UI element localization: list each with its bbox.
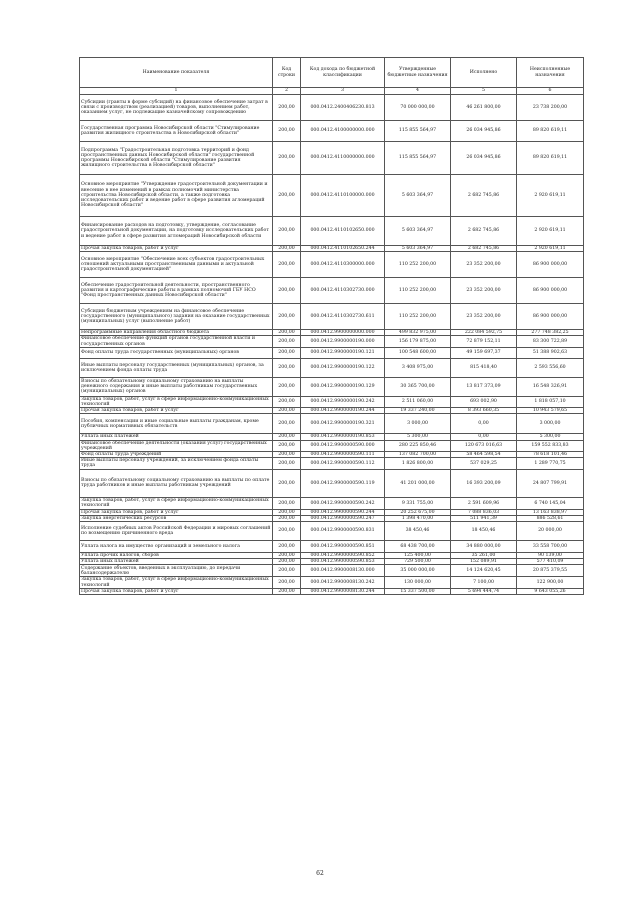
row-unexecuted: 277 748 382,25	[517, 330, 584, 336]
row-approved: 19 337 240,00	[385, 408, 451, 414]
row-executed: 120 673 016,63	[451, 440, 517, 451]
table-row	[80, 278, 584, 304]
row-income-code: 000.0412.9900000590.852	[301, 553, 385, 559]
row-executed: 8 393 660,35	[451, 408, 517, 414]
row-income-code: 000.0412.9900000590.247	[301, 515, 385, 521]
row-income-code: 000.0412.9900000190.853	[301, 434, 385, 440]
row-indicator-name: Фонд оплаты труда государственных (муниципальных) органов	[80, 347, 273, 358]
row-approved: 115 855 564,97	[385, 121, 451, 142]
row-income-code: 000.0412.9900000000.000	[301, 330, 385, 336]
column-number: 6	[517, 88, 584, 95]
row-unexecuted: 2 920 619,11	[517, 217, 584, 246]
row-indicator-name: Уплата иных платежей	[80, 434, 273, 440]
row-income-code: 000.0412.9900000590.111	[301, 452, 385, 458]
row-line-code: 200,00	[273, 414, 301, 434]
row-indicator-name: Государственная программа Новосибирской области "Стимулирование развития жилищного строительства в Новосибирской области"	[80, 121, 273, 142]
row-indicator-name: Прочая закупка товаров, работ и услуг	[80, 246, 273, 252]
row-approved: 5 603 364,97	[385, 175, 451, 217]
row-indicator-name: Пособия, компенсации и иные социальные выплаты гражданам, кроме публичных нормативных обязательств	[80, 414, 273, 434]
row-executed: 152 089,91	[451, 559, 517, 565]
row-approved: 130 000,00	[385, 577, 451, 588]
row-unexecuted: 86 900 000,00	[517, 304, 584, 330]
row-indicator-name: Прочая закупка товаров, работ и услуг	[80, 408, 273, 414]
row-executed: 815 418,40	[451, 358, 517, 377]
row-indicator-name: Закупка энергетических ресурсов	[80, 515, 273, 521]
row-approved: 41 201 000,00	[385, 469, 451, 497]
row-approved: 3 000,00	[385, 414, 451, 434]
row-line-code: 200,00	[273, 565, 301, 577]
row-line-code: 200,00	[273, 458, 301, 469]
row-income-code: 000.0412.9900008130.244	[301, 588, 385, 594]
row-executed: 18 450,46	[451, 522, 517, 541]
table-row	[80, 95, 584, 121]
row-executed: 2 682 745,86	[451, 246, 517, 252]
row-line-code: 200,00	[273, 588, 301, 594]
row-unexecuted: 13 163 838,97	[517, 509, 584, 515]
row-income-code: 000.0412.9900000590.851	[301, 541, 385, 553]
row-income-code: 000.0412.4110302730.000	[301, 278, 385, 304]
row-income-code: 000.0412.4110300000.000	[301, 252, 385, 278]
row-line-code: 200,00	[273, 440, 301, 451]
row-line-code: 200,00	[273, 252, 301, 278]
row-unexecuted: 20 875 379,55	[517, 565, 584, 577]
row-income-code: 000.0412.9900000590.119	[301, 469, 385, 497]
row-income-code: 000.0412.4110100000.000	[301, 175, 385, 217]
table-row	[80, 577, 584, 588]
row-approved: 110 252 200,00	[385, 304, 451, 330]
row-indicator-name: Закупка товаров, работ, услуг в сфере информационно-коммуникационных технологий	[80, 396, 273, 407]
row-line-code: 200,00	[273, 396, 301, 407]
row-approved: 280 225 850,46	[385, 440, 451, 451]
row-income-code: 000.0412.9900000590.244	[301, 509, 385, 515]
row-line-code: 200,00	[273, 469, 301, 497]
table-row	[80, 377, 584, 396]
row-indicator-name: Фонд оплаты труда учреждений	[80, 452, 273, 458]
row-income-code: 000.0412.9900000590.242	[301, 497, 385, 509]
table-row	[80, 252, 584, 278]
row-income-code: 000.0412.4110102650.244	[301, 246, 385, 252]
row-approved: 156 179 875,00	[385, 336, 451, 347]
row-approved: 125 400,00	[385, 553, 451, 559]
row-approved: 5 300,00	[385, 434, 451, 440]
row-indicator-name: Непрограммные направления областного бюджета	[80, 330, 273, 336]
row-line-code: 200,00	[273, 559, 301, 565]
row-unexecuted: 86 900 000,00	[517, 252, 584, 278]
row-line-code: 200,00	[273, 497, 301, 509]
table-row	[80, 175, 584, 217]
header-approved: Утвержденные бюджетные назначения	[385, 58, 451, 88]
row-indicator-name: Финансовое обеспечение деятельности (оказания услуг) государственных учреждений	[80, 440, 273, 451]
row-unexecuted: 9 643 055,26	[517, 588, 584, 594]
row-approved: 1 826 800,00	[385, 458, 451, 469]
row-income-code: 000.0412.9900008130.000	[301, 565, 385, 577]
row-approved: 3 408 975,00	[385, 358, 451, 377]
row-unexecuted: 24 807 799,91	[517, 469, 584, 497]
row-indicator-name: Основное мероприятие "Утверждение градостроительной документации и внесение в нее изменений в рамках полномочий министерства строительства Новосибирской области, а также подготовка исследовательских работ и ведение работ в сфере развития агломераций Новосибирской области"	[80, 175, 273, 217]
row-line-code: 200,00	[273, 577, 301, 588]
header-indicator-name: Наименование показателя	[80, 58, 273, 88]
row-line-code: 200,00	[273, 377, 301, 396]
row-indicator-name: Уплата прочих налогов, сборов	[80, 553, 273, 559]
row-executed: 14 124 620,45	[451, 565, 517, 577]
row-income-code: 000.0412.9900000190.129	[301, 377, 385, 396]
row-unexecuted: 2 920 619,11	[517, 175, 584, 217]
row-line-code: 200,00	[273, 452, 301, 458]
row-indicator-name: Уплата иных платежей	[80, 559, 273, 565]
row-unexecuted: 83 300 722,89	[517, 336, 584, 347]
row-approved: 1 398 470,00	[385, 515, 451, 521]
row-unexecuted: 78 618 101,46	[517, 452, 584, 458]
row-income-code: 000.0412.2400406230.813	[301, 95, 385, 121]
row-executed: 537 029,25	[451, 458, 517, 469]
row-approved: 5 603 364,97	[385, 246, 451, 252]
table-row	[80, 121, 584, 142]
row-executed: 23 352 200,00	[451, 304, 517, 330]
table-row	[80, 458, 584, 469]
row-line-code: 200,00	[273, 142, 301, 175]
row-unexecuted: 1 818 057,10	[517, 396, 584, 407]
row-executed: 23 352 200,00	[451, 252, 517, 278]
row-line-code: 200,00	[273, 553, 301, 559]
row-unexecuted: 23 738 200,00	[517, 95, 584, 121]
row-executed: 23 352 200,00	[451, 278, 517, 304]
row-income-code: 000.0412.9900000590.831	[301, 522, 385, 541]
row-unexecuted: 51 388 902,63	[517, 347, 584, 358]
row-unexecuted: 2 593 556,60	[517, 358, 584, 377]
row-income-code: 000.0412.4100000000.000	[301, 121, 385, 142]
column-number: 5	[451, 88, 517, 95]
row-income-code: 000.0412.9900000190.000	[301, 336, 385, 347]
row-approved: 110 252 200,00	[385, 278, 451, 304]
row-executed: 7 100,00	[451, 577, 517, 588]
row-line-code: 200,00	[273, 434, 301, 440]
row-indicator-name: Закупка товаров, работ, услуг в сфере информационно-коммуникационных технологий	[80, 577, 273, 588]
table-body	[80, 95, 584, 595]
table-row	[80, 522, 584, 541]
row-approved: 2 511 060,00	[385, 396, 451, 407]
row-line-code: 200,00	[273, 121, 301, 142]
table-header-row	[80, 58, 584, 88]
row-approved: 68 438 700,00	[385, 541, 451, 553]
row-line-code: 200,00	[273, 336, 301, 347]
row-line-code: 200,00	[273, 278, 301, 304]
row-executed: 2 682 745,86	[451, 217, 517, 246]
row-indicator-name: Иные выплаты персоналу государственных (муниципальных) органов, за исключением фонда оплаты труда	[80, 358, 273, 377]
row-line-code: 200,00	[273, 358, 301, 377]
row-income-code: 000.0412.9900000190.244	[301, 408, 385, 414]
row-income-code: 000.0412.9900000190.122	[301, 358, 385, 377]
row-executed: 16 393 200,09	[451, 469, 517, 497]
budget-execution-table	[79, 57, 584, 595]
row-line-code: 200,00	[273, 408, 301, 414]
table-row	[80, 217, 584, 246]
row-unexecuted: 20 000,00	[517, 522, 584, 541]
row-executed: 2 682 745,86	[451, 175, 517, 217]
table-row	[80, 358, 584, 377]
column-number: 2	[273, 88, 301, 95]
row-line-code: 200,00	[273, 330, 301, 336]
row-executed: 0,00	[451, 434, 517, 440]
row-approved: 35 000 000,00	[385, 565, 451, 577]
row-unexecuted: 16 548 326,91	[517, 377, 584, 396]
header-unexecuted: Неисполненные назначения	[517, 58, 584, 88]
row-income-code: 000.0412.9900000190.321	[301, 414, 385, 434]
row-indicator-name: Иные выплаты персоналу учреждений, за исключением фонда оплаты труда	[80, 458, 273, 469]
page-number: 62	[316, 870, 324, 877]
row-unexecuted: 5 300,00	[517, 434, 584, 440]
row-income-code: 000.0412.9900000590.853	[301, 559, 385, 565]
row-executed: 35 261,00	[451, 553, 517, 559]
row-indicator-name: Исполнение судебных актов Российской Федерации и мировых соглашений по возмещению причиненного вреда	[80, 522, 273, 541]
row-executed: 7 088 836,03	[451, 509, 517, 515]
row-unexecuted: 33 558 700,00	[517, 541, 584, 553]
row-unexecuted: 577 410,09	[517, 559, 584, 565]
row-line-code: 200,00	[273, 541, 301, 553]
row-approved: 5 603 364,97	[385, 217, 451, 246]
row-income-code: 000.0412.9900000590.000	[301, 440, 385, 451]
table-row	[80, 588, 584, 594]
table-row	[80, 497, 584, 509]
table-row	[80, 142, 584, 175]
row-line-code: 200,00	[273, 522, 301, 541]
table-row	[80, 347, 584, 358]
row-approved: 70 000 000,00	[385, 95, 451, 121]
table-row	[80, 469, 584, 497]
row-income-code: 000.0412.4110102650.000	[301, 217, 385, 246]
row-executed: 511 941,39	[451, 515, 517, 521]
row-approved: 38 450,46	[385, 522, 451, 541]
row-executed: 693 002,90	[451, 396, 517, 407]
row-income-code: 000.0412.9900000590.112	[301, 458, 385, 469]
row-indicator-name: Взносы по обязательному социальному страхованию на выплаты по оплате труда работников и иные выплаты работникам учреждений	[80, 469, 273, 497]
row-indicator-name: Финансовое обеспечение функций органов государственной власти и государственных органов	[80, 336, 273, 347]
row-approved: 115 855 564,97	[385, 142, 451, 175]
row-executed: 34 880 000,00	[451, 541, 517, 553]
row-line-code: 200,00	[273, 347, 301, 358]
column-number: 4	[385, 88, 451, 95]
row-executed: 222 084 592,75	[451, 330, 517, 336]
row-indicator-name: Основное мероприятие "Обеспечение всех субъектов градостроительных отношений актуальными пространственными данными и актуальной градостроительной документацией"	[80, 252, 273, 278]
row-income-code: 000.0412.9900000190.242	[301, 396, 385, 407]
row-indicator-name: Субсидии бюджетным учреждениям на финансовое обеспечение государственного (муниципального) задания на оказание государственных (муниципальных) услуг (выполнение работ)	[80, 304, 273, 330]
row-income-code: 000.0412.9900008130.242	[301, 577, 385, 588]
row-income-code: 000.0412.9900000190.121	[301, 347, 385, 358]
row-indicator-name: Содержание объектов, введенных в эксплуатацию, до передачи балансодержателю	[80, 565, 273, 577]
row-approved: 499 832 975,00	[385, 330, 451, 336]
row-executed: 26 034 945,86	[451, 121, 517, 142]
row-line-code: 200,00	[273, 95, 301, 121]
row-income-code: 000.0412.4110302730.611	[301, 304, 385, 330]
row-approved: 729 500,00	[385, 559, 451, 565]
row-approved: 20 252 675,00	[385, 509, 451, 515]
row-executed: 49 159 697,37	[451, 347, 517, 358]
row-line-code: 200,00	[273, 304, 301, 330]
row-unexecuted: 86 900 000,00	[517, 278, 584, 304]
row-approved: 100 548 600,00	[385, 347, 451, 358]
row-unexecuted: 89 820 619,11	[517, 142, 584, 175]
row-approved: 30 365 700,00	[385, 377, 451, 396]
table-row	[80, 440, 584, 451]
row-indicator-name: Прочая закупка товаров, работ и услуг	[80, 509, 273, 515]
row-unexecuted: 3 000,00	[517, 414, 584, 434]
row-approved: 15 337 500,00	[385, 588, 451, 594]
row-indicator-name: Субсидии (гранты в форме субсидий) на финансовое обеспечение затрат в связи с производством (реализацией) товаров, выполнением работ, оказанием услуг, не подлежащие казначейскому сопровождению	[80, 95, 273, 121]
column-number: 3	[301, 88, 385, 95]
row-approved: 9 331 755,00	[385, 497, 451, 509]
table-row	[80, 541, 584, 553]
table-row	[80, 565, 584, 577]
row-executed: 46 261 800,00	[451, 95, 517, 121]
row-unexecuted: 90 139,00	[517, 553, 584, 559]
table-row	[80, 396, 584, 407]
row-executed: 2 591 609,96	[451, 497, 517, 509]
table-row	[80, 304, 584, 330]
row-unexecuted: 1 289 770,75	[517, 458, 584, 469]
row-executed: 5 694 444,74	[451, 588, 517, 594]
row-unexecuted: 2 920 619,11	[517, 246, 584, 252]
column-number: 1	[80, 88, 273, 95]
row-indicator-name: Взносы по обязательному социальному страхованию на выплаты денежного содержания и иные выплаты работникам государственных (муниципальных) органов	[80, 377, 273, 396]
row-line-code: 200,00	[273, 175, 301, 217]
header-income-code: Код дохода по бюджетной классификации	[301, 58, 385, 88]
row-indicator-name: Подпрограмма "Градостроительная подготовка территорий и фонд пространственных данных Новосибирской области" государственной программы Новосибирской области "Стимулирование развития жилищного строительства в Новосибирской области"	[80, 142, 273, 175]
row-executed: 72 879 152,11	[451, 336, 517, 347]
row-unexecuted: 159 552 833,83	[517, 440, 584, 451]
row-indicator-name: Прочая закупка товаров, работ и услуг	[80, 588, 273, 594]
row-unexecuted: 89 820 619,11	[517, 121, 584, 142]
row-unexecuted: 10 943 579,65	[517, 408, 584, 414]
row-executed: 26 034 945,86	[451, 142, 517, 175]
column-number-row	[80, 88, 584, 95]
row-indicator-name: Финансирование расходов на подготовку, утверждение, согласование градостроительной документации, на подготовку исследовательских работ и ведение работ в сфере развития агломераций Новосибирской области	[80, 217, 273, 246]
row-executed: 0,00	[451, 414, 517, 434]
row-line-code: 200,00	[273, 246, 301, 252]
row-unexecuted: 6 740 145,04	[517, 497, 584, 509]
table-row	[80, 414, 584, 434]
row-line-code: 200,00	[273, 217, 301, 246]
row-approved: 137 082 700,00	[385, 452, 451, 458]
row-unexecuted: 886 528,61	[517, 515, 584, 521]
row-indicator-name: Уплата налога на имущество организаций и земельного налога	[80, 541, 273, 553]
row-income-code: 000.0412.4110000000.000	[301, 142, 385, 175]
header-executed: Исполнено	[451, 58, 517, 88]
row-line-code: 200,00	[273, 509, 301, 515]
row-executed: 58 464 598,54	[451, 452, 517, 458]
row-approved: 110 252 200,00	[385, 252, 451, 278]
row-executed: 13 817 373,09	[451, 377, 517, 396]
row-line-code: 200,00	[273, 515, 301, 521]
row-unexecuted: 122 900,00	[517, 577, 584, 588]
row-indicator-name: Обеспечение градостроительной деятельности, пространственного развития и картографические работы в рамках полномочий ГБУ НСО "Фонд пространственных данных Новосибирской области"	[80, 278, 273, 304]
header-line-code: Код строки	[273, 58, 301, 88]
table-row	[80, 336, 584, 347]
row-indicator-name: Закупка товаров, работ, услуг в сфере информационно-коммуникационных технологий	[80, 497, 273, 509]
